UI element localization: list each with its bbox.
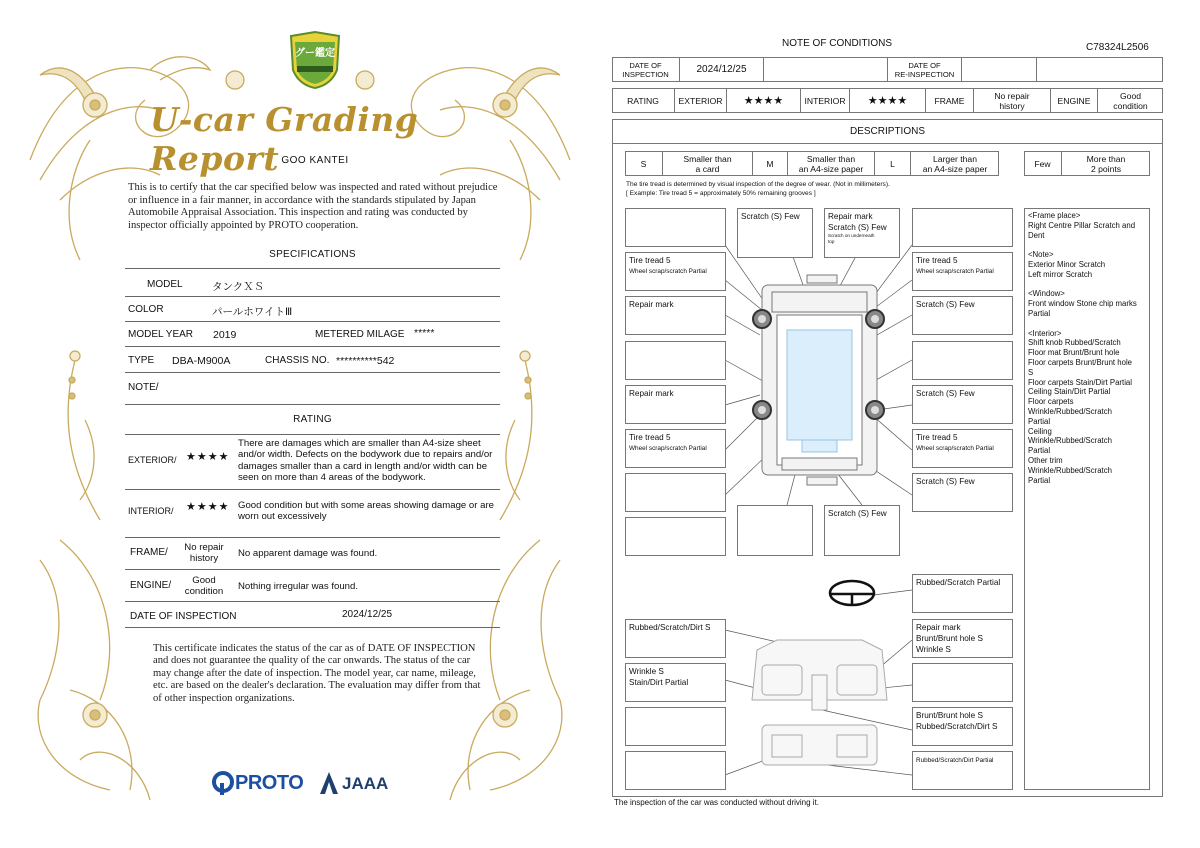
side-note-line: Dent — [1028, 230, 1045, 240]
frame-description: No apparent damage was found. — [238, 548, 378, 559]
model-year-value: 2019 — [213, 329, 237, 341]
certificate-disclaimer: This certificate indicates the status of the car as of DATE OF INSPECTION and does not guarantee the quality of the car onwards. The status of the car may change after the date of inspection. The model year, car name, mileage, etc. are based on the dealer's declaration. The evaluation may differ from that of other inspection organizations. — [153, 643, 481, 704]
interior-description: Good condition but with some areas showing damage or are worn out excessively — [238, 500, 494, 523]
date-label: DATE OF INSPECTION — [130, 611, 237, 622]
side-note-line: <Interior> — [1028, 328, 1062, 338]
damage-box — [625, 517, 726, 556]
damage-box — [625, 341, 726, 380]
side-note-line: Front window Stone chip marks — [1028, 299, 1137, 309]
date-value: 2024/12/25 — [342, 609, 393, 620]
specifications-heading: SPECIFICATIONS — [269, 249, 356, 260]
frame-label: FRAME — [926, 88, 974, 113]
damage-note: Wrinkle S Stain/Dirt Partial — [629, 667, 689, 687]
damage-note: Repair mark Scratch (S) Few Scratch on underneath top — [828, 212, 887, 244]
exterior-description: There are damages which are smaller than A4-size sheet and/or width. Defects on the bodywork due to repairs and/or damages smaller than a card in length and/or width can be seen on more than 4 areas of the bodywork. — [238, 438, 493, 484]
side-note-line: Partial — [1028, 475, 1051, 485]
exterior-stars: ★★★★ — [186, 451, 230, 463]
side-note-line: <Window> — [1028, 289, 1065, 299]
sheet-footer: The inspection of the car was conducted without driving it. — [614, 798, 819, 807]
side-note-line: Wrinkle/Rubbed/Scratch — [1028, 465, 1112, 475]
sheet-heading: NOTE OF CONDITIONS — [782, 38, 892, 49]
report-title: U-car Grading Report — [150, 100, 419, 178]
divider — [125, 489, 500, 490]
damage-note: Rubbed/Scratch/Dirt Partial — [916, 757, 994, 764]
side-note-line: <Frame place> — [1028, 211, 1081, 220]
side-note-line: Floor carpets — [1028, 397, 1074, 407]
type-label: TYPE — [128, 355, 155, 366]
engine-value: Good condition — [184, 575, 224, 598]
color-label: COLOR — [128, 304, 164, 315]
type-value: DBA-M900A — [172, 355, 231, 367]
divider — [125, 296, 500, 297]
reinspection-date-value — [962, 57, 1037, 82]
divider — [125, 601, 500, 602]
damage-note: Scratch (S) Few — [828, 509, 887, 518]
side-note-line — [1028, 319, 1150, 329]
side-note-line: Shift knob Rubbed/Scratch — [1028, 338, 1121, 348]
side-note-line: S — [1028, 367, 1034, 377]
legend-l: L — [875, 151, 911, 176]
certification-statement: This is to certify that the car specified below was inspected and rated without prejudice or influence in a fair manner, in accordance with the standards stipulated by Japan Automobile Appraisal Association. This inspection and rating was conducted by inspector officially appointed by PROTO cooperation. — [128, 182, 498, 231]
engine-value: Good condition — [1113, 90, 1148, 111]
note-label: NOTE/ — [128, 382, 159, 393]
interior-label: INTERIOR/ — [128, 506, 174, 516]
jaaa-logo-icon — [318, 770, 340, 796]
frame-label: FRAME/ — [130, 547, 168, 558]
side-note-line — [1028, 240, 1150, 250]
damage-note: Tire tread 5 Wheel scrap/scratch Partial — [916, 256, 994, 275]
damage-note: Tire tread 5 Wheel scrap/scratch Partial — [629, 433, 707, 452]
damage-box — [625, 473, 726, 512]
jaaa-logo-text: JAAA — [342, 774, 389, 793]
rating-label: RATING — [612, 88, 675, 113]
divider — [125, 434, 500, 435]
frame-value: No repair history — [974, 88, 1051, 113]
goo-kantei-logo-icon — [287, 30, 343, 90]
chassis-label: CHASSIS NO. — [265, 355, 330, 366]
damage-note: Scratch (S) Few — [741, 212, 800, 221]
divider — [125, 268, 500, 269]
side-note-line: Floor mat Brunt/Brunt hole — [1028, 348, 1120, 358]
date-blank — [764, 57, 888, 82]
side-note-line: Wrinkle/Rubbed/Scratch — [1028, 406, 1112, 416]
side-notes — [1028, 211, 1150, 485]
damage-box — [912, 663, 1013, 702]
side-note-line: Ceiling Stain/Dirt Partial — [1028, 387, 1111, 397]
legend-s: S — [625, 151, 663, 176]
side-note-line: <Note> — [1028, 250, 1054, 260]
reinspection-date-label: DATE OF RE-INSPECTION — [888, 57, 962, 82]
damage-box — [625, 707, 726, 746]
divider — [125, 372, 500, 373]
damage-box — [625, 751, 726, 790]
side-note-line: Partial — [1028, 416, 1051, 426]
damage-note: Repair mark — [629, 389, 674, 398]
side-note-line: Other trim — [1028, 455, 1063, 465]
legend-s-desc: Smaller than a card — [663, 151, 753, 176]
model-year-label: MODEL YEAR — [128, 329, 194, 340]
damage-box — [912, 341, 1013, 380]
damage-note: Scratch (S) Few — [916, 389, 975, 398]
damage-box — [625, 208, 726, 247]
damage-note: Repair mark — [629, 300, 674, 309]
damage-note: Brunt/Brunt hole S Rubbed/Scratch/Dirt S — [916, 711, 998, 731]
chassis-value: **********542 — [336, 355, 395, 367]
legend-few: Few — [1024, 151, 1062, 176]
sheet-code: C78324L2506 — [1086, 42, 1149, 53]
exterior-label: EXTERIOR/ — [128, 455, 177, 465]
divider — [125, 537, 500, 538]
divider — [125, 627, 500, 628]
mileage-value: ***** — [414, 327, 435, 339]
damage-note: Tire tread 5 Wheel scrap/scratch Partial — [916, 433, 994, 452]
side-note-line: Partial — [1028, 308, 1051, 318]
tire-note: The tire tread is determined by visual inspection of the degree of wear. (Not in millimeters). [ Example: Tire tread 5 = approximately 50% remaining grooves ] — [626, 181, 890, 197]
logo-text: グー鑑定 — [295, 48, 335, 59]
proto-logo-icon — [212, 771, 234, 795]
divider — [125, 404, 500, 405]
side-note-line — [1028, 280, 1150, 290]
model-value: タンクＸＳ — [212, 281, 265, 293]
damage-note: Repair mark Brunt/Brunt hole S Wrinkle S — [916, 623, 983, 654]
divider — [125, 569, 500, 570]
color-value: パールホワイトⅢ — [212, 306, 293, 318]
descriptions-heading: DESCRIPTIONS — [849, 125, 925, 137]
side-note-line: Exterior Minor Scratch — [1028, 259, 1106, 269]
legend-m: M — [753, 151, 788, 176]
damage-box — [912, 208, 1013, 247]
interior-label: INTERIOR — [801, 88, 850, 113]
exterior-stars: ★★★★ — [727, 88, 801, 113]
mileage-label: METERED MILAGE — [315, 329, 405, 340]
exterior-label: EXTERIOR — [675, 88, 727, 113]
side-note-line: Partial — [1028, 446, 1051, 456]
divider — [125, 321, 500, 322]
frame-value: No repair history — [184, 542, 224, 565]
damage-note: Rubbed/Scratch Partial — [916, 578, 1001, 587]
damage-box — [737, 505, 813, 556]
interior-stars: ★★★★ — [850, 88, 926, 113]
side-note-line: Floor carpets Brunt/Brunt hole — [1028, 357, 1133, 367]
inspection-date-value: 2024/12/25 — [680, 57, 764, 82]
side-note-line: Wrinkle/Rubbed/Scratch — [1028, 436, 1112, 446]
legend-few-desc: More than 2 points — [1086, 153, 1126, 174]
engine-description: Nothing irregular was found. — [238, 581, 358, 592]
legend-l-desc: Larger than an A4-size paper — [922, 153, 988, 174]
legend-m-desc: Smaller than an A4-size paper — [788, 151, 875, 176]
damage-note: Scratch (S) Few — [916, 300, 975, 309]
side-note-line: Floor carpets Stain/Dirt Partial — [1028, 377, 1132, 387]
interior-stars: ★★★★ — [186, 501, 230, 513]
proto-logo-text: PROTO — [235, 772, 304, 794]
damage-note: Scratch (S) Few — [916, 477, 975, 486]
side-note-line: Ceiling — [1028, 426, 1052, 436]
engine-label: ENGINE/ — [130, 580, 172, 591]
divider — [125, 346, 500, 347]
side-note-line: Right Centre Pillar Scratch and — [1028, 220, 1136, 230]
rating-heading: RATING — [293, 414, 332, 425]
side-note-line: Left mirror Scratch — [1028, 269, 1093, 279]
damage-note: Tire tread 5 Wheel scrap/scratch Partial — [629, 256, 707, 275]
inspection-date-label: DATE OF INSPECTION — [612, 57, 680, 82]
subtitle: GOO KANTEI — [281, 155, 349, 166]
model-label: MODEL — [147, 279, 183, 290]
engine-label: ENGINE — [1051, 88, 1098, 113]
damage-note: Rubbed/Scratch/Dirt S — [629, 623, 711, 632]
